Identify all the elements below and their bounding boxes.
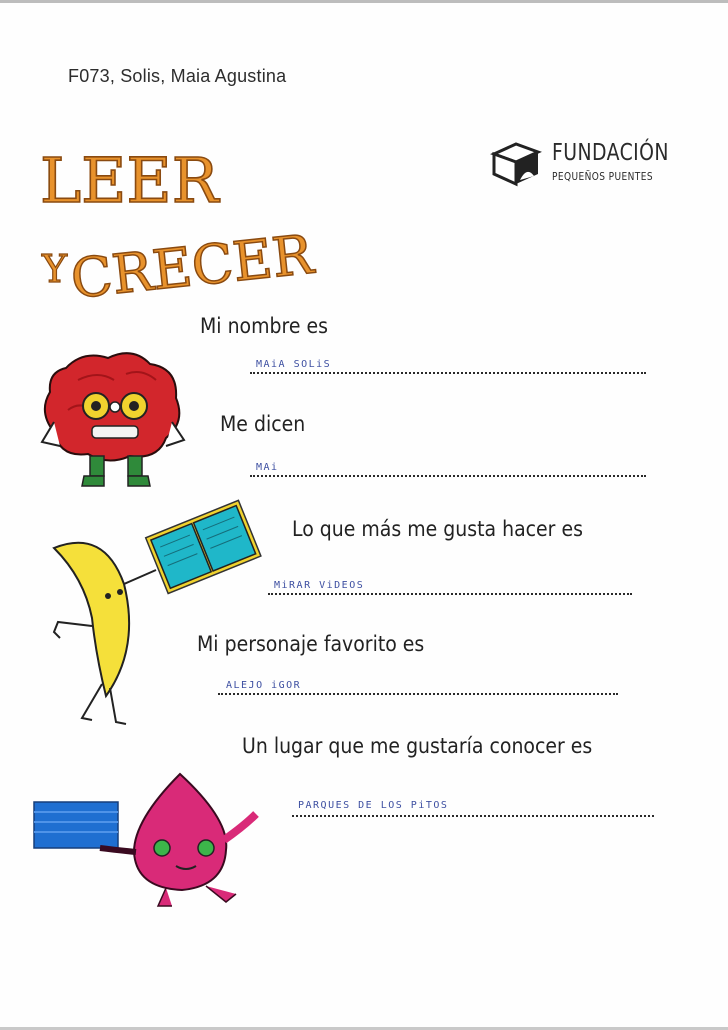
scan-edge-top [0,0,728,3]
file-id-label: F073, Solis, Maia Agustina [68,66,287,86]
bridge-cube-icon [490,140,542,186]
answer-line-name [250,370,646,374]
red-character-drawing [38,350,188,500]
pink-drop-drawing [30,770,280,915]
answer-name: MAiA SOLiS [256,359,332,370]
prompt-favorite-character: Mi personaje favorito es [197,632,425,656]
prompt-favorite-activity: Lo que más me gusta hacer es [292,517,583,541]
prompt-nickname: Me dicen [220,412,306,436]
answer-line-favorite-activity [268,591,632,595]
fundacion-logo [490,140,669,191]
logo-line-leer: LEER [40,144,219,217]
answer-line-place-to-visit [292,813,654,817]
answer-favorite-activity: MiRAR ViDEOS [274,580,365,591]
prompt-name: Mi nombre es [200,314,328,338]
answer-nickname: MAi [256,462,279,473]
answer-line-favorite-character [218,691,618,695]
fundacion-subtitle: PEQUEÑOS PUENTES [552,170,653,183]
answer-line-nickname [250,473,646,477]
answer-place-to-visit: PARQUES DE LOS PiTOS [298,800,449,811]
answer-favorite-character: ALEJO iGOR [226,680,302,691]
leer-y-crecer-logo [36,134,316,311]
fundacion-name: FUNDACIÓN [552,140,669,166]
logo-line-crecer: CRECER [67,222,316,311]
prompt-place-to-visit: Un lugar que me gustaría conocer es [242,734,593,758]
logo-line-y: Y [42,247,68,291]
banana-with-book-drawing [44,488,264,733]
